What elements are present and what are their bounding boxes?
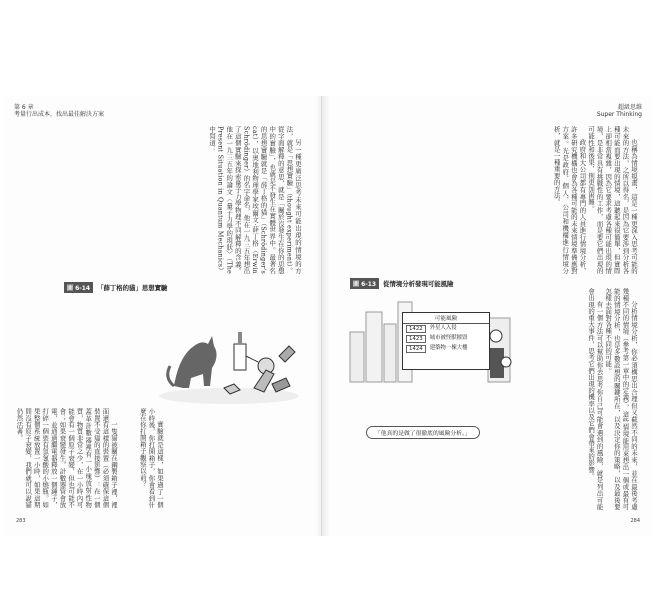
left-lower-quote-text [15,408,118,508]
cartoon-speech-caption: 「他真的是做了很徹底的風險分析。」 [366,426,480,439]
risk-text: 外星人入侵 [429,325,457,331]
book-title: 超級思維 [617,104,642,111]
figure-tag: 圖 6-13 [350,278,379,289]
paragraph: 分析情境分析，你必須構思出合理但又截然不同的未來，並在最後考慮幾種不同的情境（參考第一章中的定義），這些情境能用來想出一個或最有可能的情境分析，也是多數設想的關鍵所在，以及決定你的策略，以及最後要怎樣去面對各種不同的可能。 [604,288,638,510]
figure-title: 「薛丁格的貓」思想實驗 [97,284,168,292]
risk-number: 1422 [406,325,426,333]
left-page [4,96,322,536]
risk-row [403,344,489,354]
figure-title: 從情境分析發現可能風險 [383,280,454,288]
risk-text: 城市被怪獸摧毀 [429,335,468,341]
page-number-right: 284 [630,518,640,524]
paragraph: 政府和大公司都有專門的人員進行情境分析，許多研究機構也會為各種可能的未來情境準備應對方案。光是政府、個人、公司和機構進行情境分析，就是一種重要的方法。 [552,126,587,274]
left-lower-text-right [124,408,164,508]
book-title-en: Super Thinking [596,111,642,118]
left-running-header [14,104,104,118]
left-upper-text [18,126,302,274]
risk-board-title: 可能風險 [403,313,489,324]
figure-6-14-caption [64,282,167,293]
right-running-header [597,104,642,118]
book-gutter [316,96,330,536]
risk-number: 1424 [406,345,426,353]
paragraph: 另一種更廣泛思考未來可能出現的情境的方法，就是「思想實驗」（thought experiment）。從字面解釋的意思，就是「關於沒發生在你的思想中的實驗」，也就是不發生在實體世界中。最著名的思想實驗就是「薛丁格的貓」（Schrödinger's cat），以奧地利物理學家埃爾文‧薛丁格（Erwin Schrödinger）的名字命名，他在一九三五年想出了這個實驗來探索量子力學物理不同解釋的含義。他在一九三五年的論文〈量子力學的現狀〉（The Present Situation in Quantum Mechanics）中寫道： [208,126,302,274]
risk-row [403,324,489,334]
chapter-subtitle: 考量行出成本，找出最佳解決方案 [14,111,105,118]
paragraph: 一隻貓被關在鋼製箱子裡，裡面還有這樣的裝置（必須確保這個裝置不受貓的直接影響）：在一個蓋革計數器裡有一小塊放射性物質，物質非常之少，在一小時內可能會有一個原子衰變，但也可能不會；如果衰變發生，計數器管會放電，並通過繼電器釋放一個錘子，打碎一個裝有氫氰酸的小燒瓶。如果整個系統放置一小時，如果這期間沒有原子衰變，我們就可以說貓仍然活著。 [15,408,118,508]
risk-number: 1423 [406,335,426,343]
paragraph: 也稱為情境規畫，這是一種更深入思考可能的未來的方法，之所以得名，是因為它要涉到分析各種可能而要出現的情境，這聽起來很簡單，但實際上卻相當複雜，因為它要求考慮各種可能出現的情境，是非常具有挑戰性的工作，而是要它們出現的可能性和後果，則更加困難。 [587,126,638,274]
risk-row [403,334,489,344]
risk-text: 建築物一棟大樓 [429,345,468,351]
risk-board [402,312,490,370]
chapter-label: 第 6 章 [14,104,34,111]
figure-6-13-caption [350,278,453,289]
schrodinger-cat-illustration [154,296,304,408]
figure-tag: 圖 6-14 [64,282,93,293]
page-number-left: 283 [16,518,26,524]
right-lower-text [522,288,638,510]
right-page [326,96,652,536]
paragraph: 實驗就是這樣，如果過了一個小時後，你打開箱子，你會看到什麼在你打開箱子觀察以前？ [138,408,164,508]
right-upper-text [348,126,638,274]
paragraph: 有一個方法可以幫助你去思考你自己可能會遇到的風險，就是列出可能會出現的重大事件，思考它們出現的機率以及它們會帶來的影響。 [587,288,604,510]
